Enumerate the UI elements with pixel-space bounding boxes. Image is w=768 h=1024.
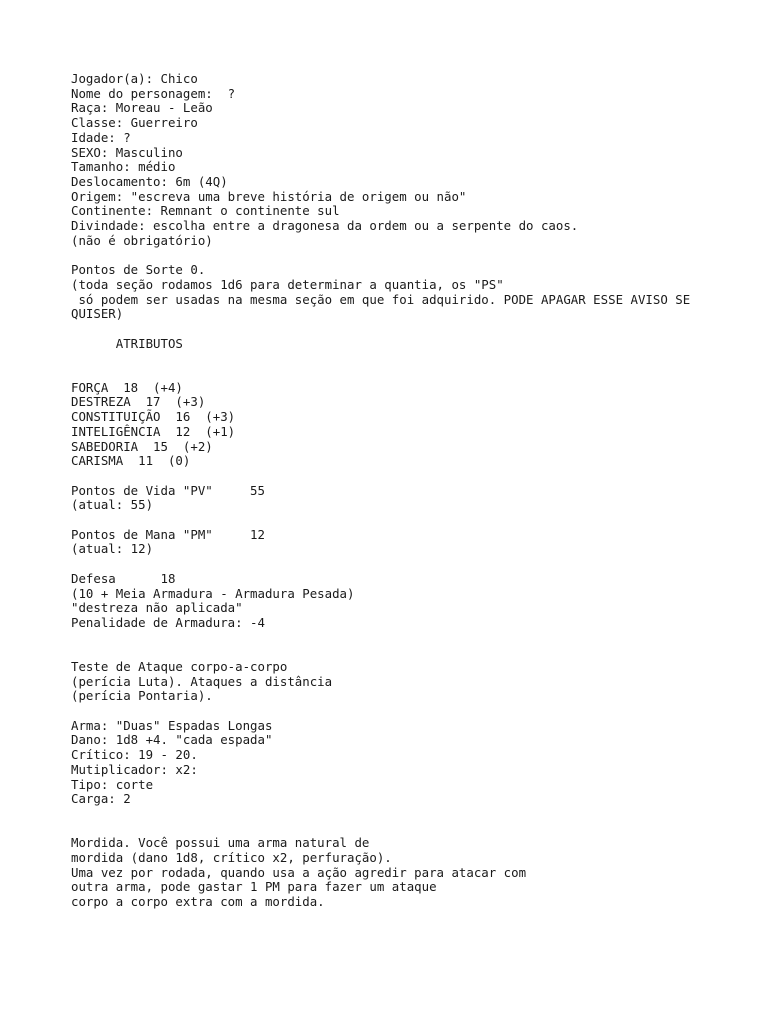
text-line: (atual: 12) — [71, 541, 154, 557]
text-line: Pontos de Vida "PV" 55 — [71, 482, 265, 498]
text-line: (não é obrigatório) — [71, 232, 213, 248]
text-line: outra arma, pode gastar 1 PM para fazer um ataque — [71, 879, 437, 895]
text-line: Tipo: corte — [71, 776, 154, 792]
text-line: mordida (dano 1d8, crítico x2, perfuração). — [71, 850, 392, 866]
text-line: Carga: 2 — [71, 791, 131, 807]
text-line: corpo a corpo extra com a mordida. — [71, 894, 325, 910]
text-line: Defesa 18 — [71, 570, 176, 586]
text-line: Mordida. Você possui uma arma natural de — [71, 835, 370, 851]
text-line: Idade: ? — [71, 129, 131, 145]
text-line: (toda seção rodamos 1d6 para determinar a quantia, os "PS" — [71, 276, 504, 292]
text-line: Jogador(a): Chico — [71, 71, 198, 86]
blank-line — [71, 557, 731, 572]
text-line: Continente: Remnant o continente sul — [71, 203, 340, 219]
blank-line — [71, 704, 731, 719]
text-line: Teste de Ataque corpo-a-corpo — [71, 658, 288, 674]
blank-line — [71, 513, 731, 528]
blank-line — [71, 469, 731, 484]
text-line: (perícia Luta). Ataques a distância — [71, 673, 333, 689]
text-line: (10 + Meia Armadura - Armadura Pesada) — [71, 585, 355, 601]
text-line: SABEDORIA 15 (+2) — [71, 438, 213, 454]
text-line: Divindade: escolha entre a dragonesa da ordem ou a serpente do caos. — [71, 218, 579, 234]
text-line: Classe: Guerreiro — [71, 115, 198, 131]
text-line: DESTREZA 17 (+3) — [71, 394, 206, 410]
text-line: QUISER) — [71, 306, 124, 322]
text-line: Pontos de Sorte 0. — [71, 262, 206, 278]
text-line: INTELIGÊNCIA 12 (+1) — [71, 423, 236, 439]
text-line: FORÇA 18 (+4) — [71, 379, 183, 395]
text-line: Raça: Moreau - Leão — [71, 100, 213, 116]
text-line: CONSTITUIÇÃO 16 (+3) — [71, 409, 236, 425]
text-line: Uma vez por rodada, quando usa a ação agredir para atacar com — [71, 864, 527, 880]
text-line: (perícia Pontaria). — [71, 688, 213, 704]
text-line: CARISMA 11 (0) — [71, 453, 191, 469]
character-sheet-document — [71, 72, 731, 910]
blank-line — [71, 807, 731, 822]
text-line: Mutiplicador: x2: — [71, 761, 198, 777]
blank-line — [71, 645, 731, 660]
blank-line — [71, 822, 731, 837]
text-line: Dano: 1d8 +4. "cada espada" — [71, 732, 273, 748]
text-line: ATRIBUTOS — [71, 335, 183, 351]
text-line: Crítico: 19 - 20. — [71, 747, 198, 763]
blank-line — [71, 631, 731, 646]
text-line: Pontos de Mana "PM" 12 — [71, 526, 265, 542]
text-line: Deslocamento: 6m (4Q) — [71, 173, 228, 189]
text-line: Nome do personagem: ? — [71, 85, 236, 101]
text-line: SEXO: Masculino — [71, 144, 183, 160]
text-line: Penalidade de Armadura: -4 — [71, 614, 265, 630]
text-line: Arma: "Duas" Espadas Longas — [71, 717, 273, 733]
text-line: só podem ser usadas na mesma seção em que foi adquirido. PODE APAGAR ESSE AVISO SE — [71, 291, 691, 307]
text-line: Tamanho: médio — [71, 159, 176, 175]
blank-line — [71, 351, 731, 366]
text-line: "destreza não aplicada" — [71, 600, 243, 616]
blank-line — [71, 248, 731, 263]
blank-line — [71, 366, 731, 381]
text-line: Origem: "escreva uma breve história de origem ou não" — [71, 188, 467, 204]
blank-line — [71, 322, 731, 337]
text-line: (atual: 55) — [71, 497, 154, 513]
